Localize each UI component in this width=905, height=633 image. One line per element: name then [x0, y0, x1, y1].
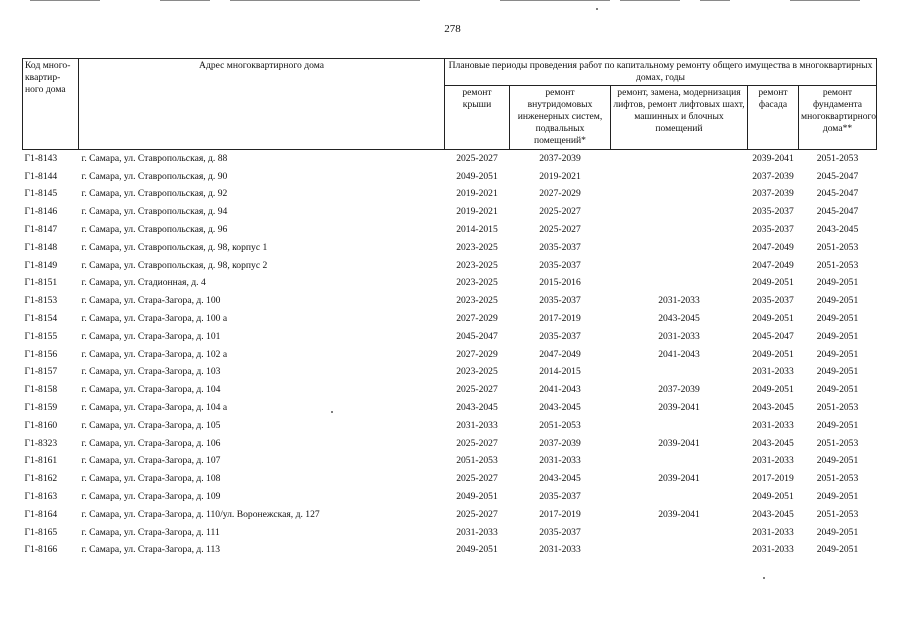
row-elevators: 2039-2041: [658, 508, 700, 520]
row-facade: 2037-2039: [752, 188, 794, 200]
row-facade: 2043-2045: [752, 402, 794, 414]
row-facade: 2031-2033: [752, 455, 794, 467]
row-foundation: 2051-2053: [816, 241, 859, 253]
row-address: г. Самара, ул. Стадионная, д. 4: [81, 277, 206, 289]
table-row: [23, 506, 877, 524]
row-roof: 2031-2033: [456, 419, 498, 431]
row-code: Г1-8155: [24, 330, 58, 342]
row-systems: 2035-2037: [539, 526, 581, 538]
row-address: г. Самара, ул. Стара-Загора, д. 104: [81, 384, 221, 396]
row-address: г. Самара, ул. Ставропольская, д. 98, корпус 1: [81, 241, 268, 253]
header-roof: ремонт крыши: [445, 86, 510, 150]
row-foundation: 2045-2047: [816, 188, 859, 200]
row-systems: 2051-2053: [539, 419, 581, 431]
row-address: г. Самара, ул. Ставропольская, д. 92: [81, 188, 228, 200]
row-roof: 2049-2051: [456, 170, 498, 182]
row-foundation: 2051-2053: [816, 437, 859, 449]
row-roof: 2027-2029: [456, 348, 498, 360]
row-address: г. Самара, ул. Стара-Загора, д. 100: [81, 295, 221, 307]
row-foundation: 2045-2047: [816, 170, 859, 182]
row-address: г. Самара, ул. Ставропольская, д. 90: [81, 170, 228, 182]
row-elevators: [611, 275, 748, 293]
row-address: г. Самара, ул. Стара-Загора, д. 111: [81, 526, 220, 538]
row-systems: 2027-2029: [539, 188, 581, 200]
row-code: Г1-8162: [24, 473, 58, 485]
row-address: г. Самара, ул. Ставропольская, д. 88: [81, 152, 228, 164]
row-roof: 2025-2027: [456, 437, 498, 449]
row-foundation: 2051-2053: [816, 508, 859, 520]
row-foundation: 2049-2051: [816, 384, 859, 396]
row-address: г. Самара, ул. Стара-Загора, д. 108: [81, 473, 221, 485]
row-systems: 2035-2037: [539, 259, 581, 271]
row-foundation: 2051-2053: [816, 259, 859, 271]
row-facade: 2039-2041: [752, 152, 794, 164]
row-code: Г1-8165: [24, 526, 58, 538]
row-systems: 2017-2019: [539, 313, 581, 325]
row-roof: 2023-2025: [456, 366, 498, 378]
row-systems: 2017-2019: [539, 508, 581, 520]
top-edge-rule: [790, 0, 860, 1]
row-elevators: 2037-2039: [658, 384, 700, 396]
row-systems: 2037-2039: [539, 152, 581, 164]
row-elevators: [611, 488, 748, 506]
row-address: г. Самара, ул. Стара-Загора, д. 109: [81, 491, 221, 503]
table-row: [23, 310, 877, 328]
row-roof: 2023-2025: [456, 241, 498, 253]
row-roof: 2049-2051: [456, 544, 498, 556]
row-facade: 2043-2045: [752, 508, 794, 520]
row-facade: 2031-2033: [752, 544, 794, 556]
top-edge-rule: [620, 0, 680, 1]
row-systems: 2041-2043: [539, 384, 581, 396]
row-code: Г1-8161: [24, 455, 58, 467]
row-address: г. Самара, ул. Стара-Загора, д. 101: [81, 330, 221, 342]
row-roof: 2025-2027: [456, 473, 498, 485]
row-foundation: 2049-2051: [816, 313, 859, 325]
row-systems: 2047-2049: [539, 348, 581, 360]
row-foundation: 2049-2051: [816, 330, 859, 342]
row-facade: 2049-2051: [752, 313, 794, 325]
row-code: Г1-8153: [24, 295, 58, 307]
row-elevators: 2041-2043: [658, 348, 700, 360]
row-address: г. Самара, ул. Ставропольская, д. 94: [81, 206, 228, 218]
table-row: [23, 453, 877, 471]
row-systems: 2043-2045: [539, 473, 581, 485]
row-facade: 2049-2051: [752, 348, 794, 360]
row-foundation: 2051-2053: [816, 402, 859, 414]
row-facade: 2031-2033: [752, 419, 794, 431]
top-edge-rule: [160, 0, 210, 1]
table-body: [23, 150, 877, 560]
row-address: г. Самара, ул. Стара-Загора, д. 110/ул. Воронежская, д. 127: [81, 508, 320, 520]
row-code: Г1-8163: [24, 491, 58, 503]
row-address: г. Самара, ул. Ставропольская, д. 96: [81, 224, 228, 236]
table-row: [23, 239, 877, 257]
row-roof: 2019-2021: [456, 206, 498, 218]
row-code: Г1-8154: [24, 313, 58, 325]
row-foundation: 2049-2051: [816, 419, 859, 431]
top-edge-rule: [500, 0, 610, 1]
row-facade: 2035-2037: [752, 224, 794, 236]
row-foundation: 2049-2051: [816, 277, 859, 289]
row-elevators: 2043-2045: [658, 313, 700, 325]
row-elevators: [611, 239, 748, 257]
header-periods: Плановые периоды проведения работ по капитальному ремонту общего имущества в многоквартирных домах, годы: [445, 59, 877, 86]
table-row: [23, 381, 877, 399]
row-foundation: 2045-2047: [816, 206, 859, 218]
table-row: [23, 150, 877, 168]
row-elevators: [611, 186, 748, 204]
row-systems: 2035-2037: [539, 491, 581, 503]
row-roof: 2027-2029: [456, 313, 498, 325]
row-address: г. Самара, ул. Стара-Загора, д. 102 а: [81, 348, 228, 360]
row-address: г. Самара, ул. Стара-Загора, д. 106: [81, 437, 221, 449]
table-row: [23, 203, 877, 221]
row-foundation: 2051-2053: [816, 473, 859, 485]
row-roof: 2025-2027: [456, 384, 498, 396]
row-elevators: [611, 364, 748, 382]
row-roof: 2025-2027: [456, 152, 498, 164]
row-roof: 2025-2027: [456, 508, 498, 520]
page-number: 278: [444, 23, 461, 35]
row-foundation: 2049-2051: [816, 526, 859, 538]
top-edge-rule: [230, 0, 420, 1]
row-foundation: 2049-2051: [816, 366, 859, 378]
table-row: [23, 328, 877, 346]
table-row: [23, 470, 877, 488]
row-foundation: 2049-2051: [816, 295, 859, 307]
row-facade: 2031-2033: [752, 526, 794, 538]
table-row: [23, 275, 877, 293]
row-elevators: [611, 257, 748, 275]
row-code: Г1-8144: [24, 170, 58, 182]
table-row: [23, 186, 877, 204]
capital-repair-table: [22, 58, 877, 559]
row-roof: 2031-2033: [456, 526, 498, 538]
row-elevators: [611, 524, 748, 542]
row-code: Г1-8323: [24, 437, 58, 449]
header-elevators: ремонт, замена, модернизация лифтов, ремонт лифтовых шахт, машинных и блочных помещений: [611, 86, 748, 150]
scan-speck: [331, 411, 333, 413]
row-foundation: 2049-2051: [816, 455, 859, 467]
row-elevators: [611, 150, 748, 168]
row-systems: 2015-2016: [539, 277, 581, 289]
row-facade: 2047-2049: [752, 259, 794, 271]
row-systems: 2035-2037: [539, 241, 581, 253]
row-foundation: 2049-2051: [816, 491, 859, 503]
header-facade: ремонт фасада: [748, 86, 799, 150]
row-code: Г1-8156: [24, 348, 58, 360]
row-systems: 2031-2033: [539, 455, 581, 467]
table-row: [23, 524, 877, 542]
row-code: Г1-8160: [24, 419, 58, 431]
row-facade: 2017-2019: [752, 473, 794, 485]
table-row: [23, 435, 877, 453]
row-code: Г1-8143: [24, 152, 58, 164]
header-foundation: ремонт фундамента многоквартирного дома**: [799, 86, 877, 150]
row-elevators: 2039-2041: [658, 437, 700, 449]
row-elevators: [611, 168, 748, 186]
row-elevators: [611, 417, 748, 435]
row-facade: 2037-2039: [752, 170, 794, 182]
row-facade: 2049-2051: [752, 384, 794, 396]
row-address: г. Самара, ул. Стара-Загора, д. 107: [81, 455, 221, 467]
row-roof: 2023-2025: [456, 259, 498, 271]
row-facade: 2043-2045: [752, 437, 794, 449]
row-address: г. Самара, ул. Стара-Загора, д. 105: [81, 419, 221, 431]
row-facade: 2035-2037: [752, 295, 794, 307]
table-row: [23, 168, 877, 186]
row-address: г. Самара, ул. Ставропольская, д. 98, корпус 2: [81, 259, 268, 271]
header-address: Адрес многоквартирного дома: [79, 59, 445, 150]
table-row: [23, 542, 877, 560]
row-address: г. Самара, ул. Стара-Загора, д. 113: [81, 544, 221, 556]
table-row: [23, 221, 877, 239]
row-elevators: 2039-2041: [658, 402, 700, 414]
row-facade: 2049-2051: [752, 491, 794, 503]
row-systems: 2014-2015: [539, 366, 581, 378]
row-roof: 2019-2021: [456, 188, 498, 200]
row-systems: 2035-2037: [539, 295, 581, 307]
table-row: [23, 417, 877, 435]
row-roof: 2049-2051: [456, 491, 498, 503]
row-code: Г1-8151: [24, 277, 58, 289]
row-facade: 2045-2047: [752, 330, 794, 342]
row-elevators: 2031-2033: [658, 330, 700, 342]
row-roof: 2051-2053: [456, 455, 498, 467]
table-row: [23, 346, 877, 364]
row-roof: 2023-2025: [456, 295, 498, 307]
row-foundation: 2049-2051: [816, 544, 859, 556]
scan-speck: [763, 577, 765, 579]
row-elevators: [611, 453, 748, 471]
row-code: Г1-8164: [24, 508, 58, 520]
table-row: [23, 399, 877, 417]
row-address: г. Самара, ул. Стара-Загора, д. 104 а: [81, 402, 228, 414]
row-elevators: 2039-2041: [658, 473, 700, 485]
row-address: г. Самара, ул. Стара-Загора, д. 100 а: [81, 313, 228, 325]
row-code: Г1-8159: [24, 402, 58, 414]
row-code: Г1-8147: [24, 224, 58, 236]
row-code: Г1-8146: [24, 206, 58, 218]
row-facade: 2049-2051: [752, 277, 794, 289]
row-elevators: [611, 542, 748, 560]
row-roof: 2014-2015: [456, 224, 498, 236]
row-address: г. Самара, ул. Стара-Загора, д. 103: [81, 366, 221, 378]
table-row: [23, 257, 877, 275]
row-code: Г1-8145: [24, 188, 58, 200]
row-systems: 2025-2027: [539, 206, 581, 218]
row-elevators: 2031-2033: [658, 295, 700, 307]
table-row: [23, 364, 877, 382]
top-edge-rule: [700, 0, 730, 1]
row-systems: 2025-2027: [539, 224, 581, 236]
top-edge-rule: [30, 0, 100, 1]
header-code: Код много-квартир-ного дома: [23, 59, 79, 150]
row-facade: 2047-2049: [752, 241, 794, 253]
row-code: Г1-8157: [24, 366, 58, 378]
row-facade: 2031-2033: [752, 366, 794, 378]
row-foundation: 2051-2053: [816, 152, 859, 164]
row-systems: 2019-2021: [539, 170, 581, 182]
row-roof: 2023-2025: [456, 277, 498, 289]
row-code: Г1-8158: [24, 384, 58, 396]
row-facade: 2035-2037: [752, 206, 794, 218]
row-foundation: 2049-2051: [816, 348, 859, 360]
row-systems: 2043-2045: [539, 402, 581, 414]
row-systems: 2031-2033: [539, 544, 581, 556]
row-systems: 2035-2037: [539, 330, 581, 342]
row-code: Г1-8166: [24, 544, 58, 556]
row-roof: 2043-2045: [456, 402, 498, 414]
table-row: [23, 292, 877, 310]
row-foundation: 2043-2045: [816, 224, 859, 236]
row-roof: 2045-2047: [456, 330, 498, 342]
row-code: Г1-8149: [24, 259, 58, 271]
row-code: Г1-8148: [24, 241, 58, 253]
scan-speck: [596, 8, 598, 10]
header-systems: ремонт внутридомовых инженерных систем, подвальных помещений*: [510, 86, 611, 150]
table-row: [23, 488, 877, 506]
row-elevators: [611, 203, 748, 221]
row-elevators: [611, 221, 748, 239]
row-systems: 2037-2039: [539, 437, 581, 449]
